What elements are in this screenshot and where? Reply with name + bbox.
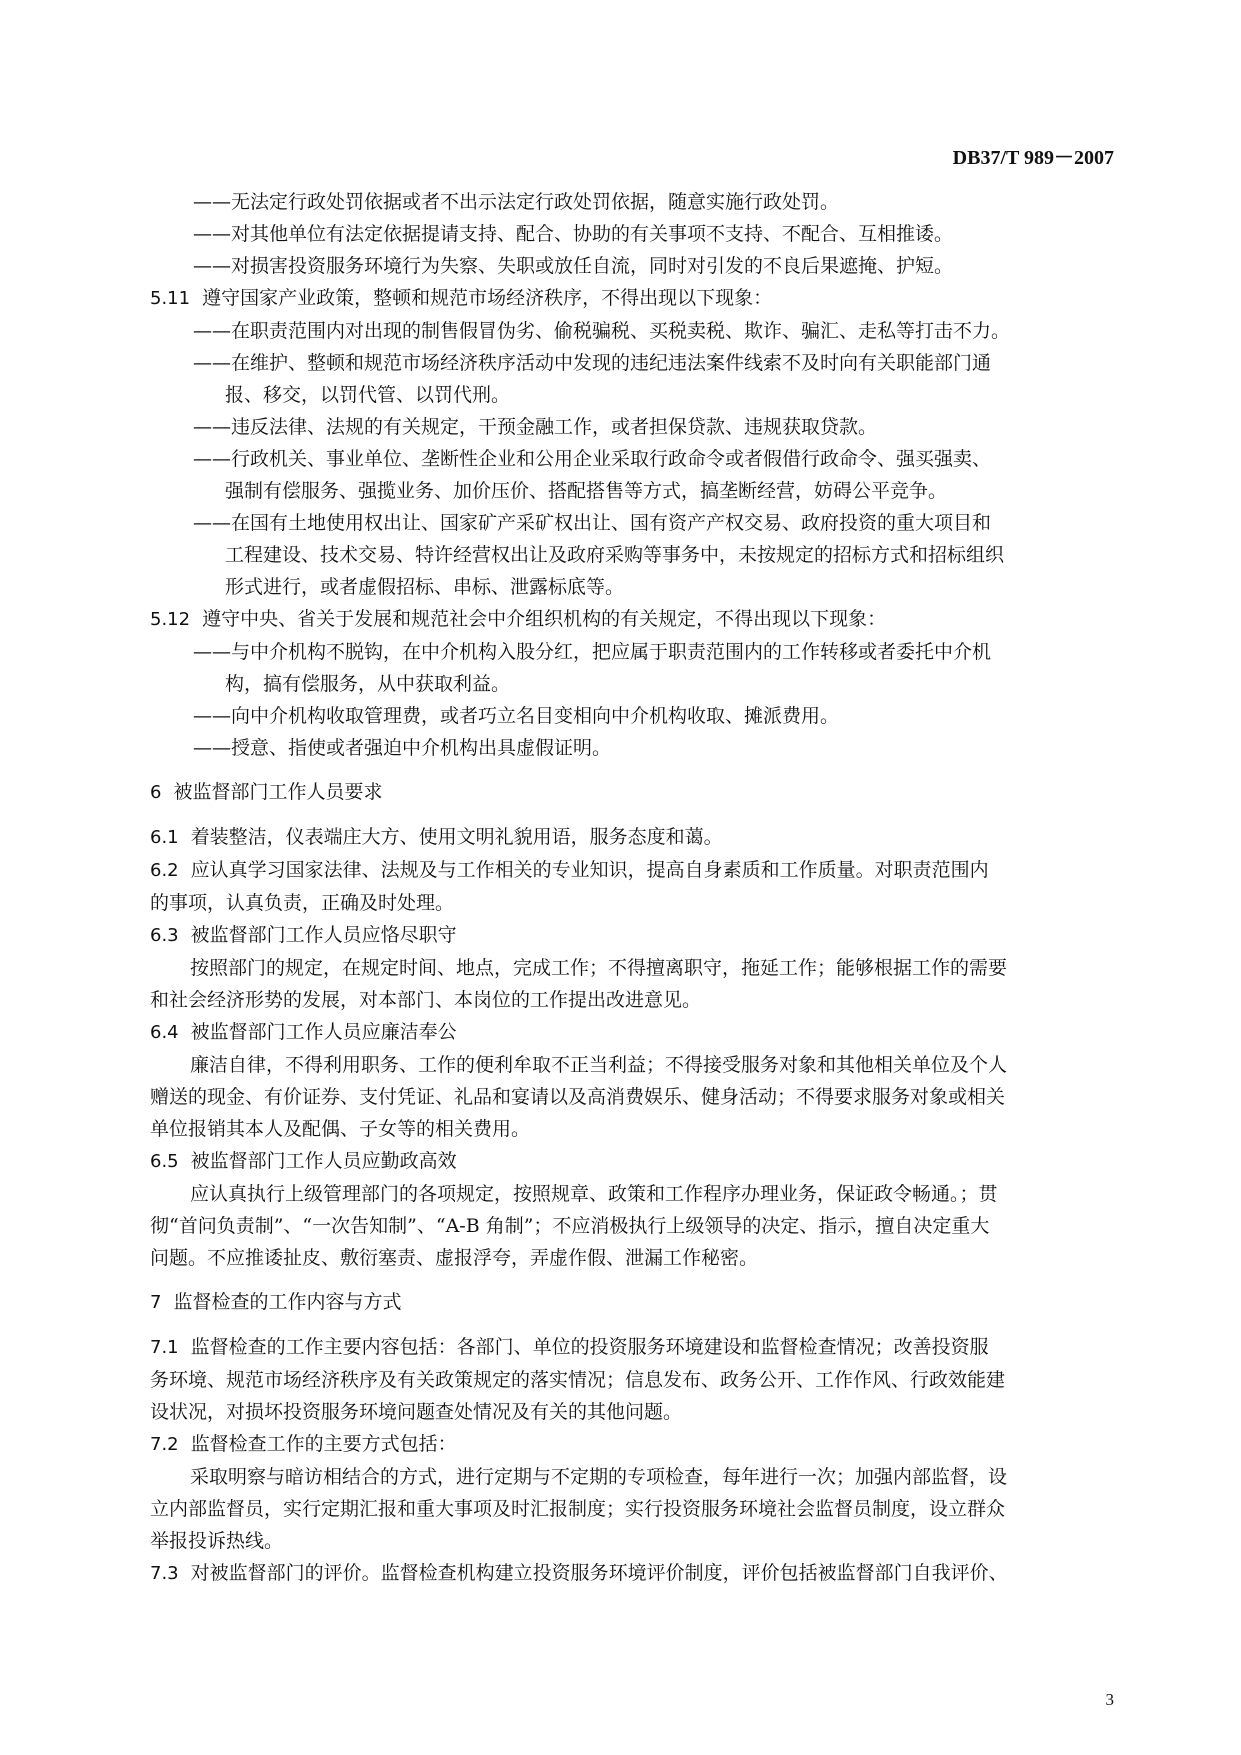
paragraph-line: 务环境、规范市场经济秩序及有关政策规定的落实情况；信息发布、政务公开、工作作风、行政效能建 [150, 1369, 1006, 1391]
clause-number: 7.3 [150, 1563, 179, 1584]
clause-6-5 [150, 1145, 1114, 1178]
paragraph-line: 单位报销其本人及配偶、子女等的相关费用。 [150, 1118, 531, 1140]
clause-7-2 [150, 1428, 1114, 1461]
list-item: ——行政机关、事业单位、垄断性企业和公用企业采取行政命令或者假借行政命令、强买强卖、 [193, 448, 992, 470]
list-item-continued: 构，搞有偿服务，从中获取利益。 [225, 673, 511, 695]
standard-number: DB37/T 989－2007 [952, 147, 1114, 169]
list-item: ——在职责范围内对出现的制售假冒伪劣、偷税骗税、买税卖税、欺诈、骗汇、走私等打击不力。 [193, 320, 1011, 342]
clause-7-3 [150, 1557, 1114, 1590]
page-number: 3 [1105, 1690, 1114, 1709]
clause-text: 遵守国家产业政策，整顿和规范市场经济秩序，不得出现以下现象： [202, 287, 773, 309]
section-heading-6 [150, 776, 1114, 809]
list-item: ——对其他单位有法定依据提请支持、配合、协助的有关事项不支持、不配合、互相推诿。 [193, 223, 954, 245]
list-item: ——与中介机构不脱钩，在中介机构入股分红，把应属于职责范围内的工作转移或者委托中介机 [193, 641, 992, 663]
paragraph-line: 的事项，认真负责，正确及时处理。 [150, 892, 455, 914]
clause-number: 7.2 [150, 1434, 179, 1455]
section-number: 7 [150, 1292, 162, 1313]
clause-number: 5.12 [150, 609, 191, 630]
list-item: ——在维护、整顿和规范市场经济秩序活动中发现的违纪违法案件线索不及时向有关职能部门通 [193, 352, 992, 374]
paragraph-line: 采取明察与暗访相结合的方式，进行定期与不定期的专项检查，每年进行一次；加强内部监督，设 [190, 1466, 1008, 1488]
clause-6-2 [150, 854, 1114, 887]
list-item-continued: 强制有偿服务、强揽业务、加价压价、搭配搭售等方式，搞垄断经营，妨碍公平竞争。 [225, 480, 948, 502]
list-item-continued: 形式进行，或者虚假招标、串标、泄露标底等。 [225, 576, 625, 598]
list-item: ——违反法律、法规的有关规定，干预金融工作，或者担保贷款、违规获取贷款。 [193, 416, 878, 438]
clause-number: 6.3 [150, 925, 179, 946]
clause-7-1 [150, 1331, 1114, 1364]
clause-number: 6.2 [150, 860, 179, 881]
clause-text: 着装整洁，仪表端庄大方、使用文明礼貌用语，服务态度和蔼。 [190, 826, 723, 848]
paragraph-line: 按照部门的规定，在规定时间、地点，完成工作；不得擅离职守，拖延工作；能够根据工作的需要 [190, 957, 1008, 979]
paragraph-line: 彻“首问负责制”、“一次告知制”、“A-B 角制”；不应消极执行上级领导的决定、指示，擅自决定重大 [150, 1215, 990, 1237]
paragraph-line: 设状况，对损坏投资服务环境问题查处情况及有关的其他问题。 [150, 1401, 683, 1423]
section-number: 6 [150, 782, 162, 803]
clause-5-12 [150, 603, 1114, 636]
clause-5-11 [150, 282, 1114, 315]
clause-6-3 [150, 919, 1114, 952]
clause-text: 对被监督部门的评价。监督检查机构建立投资服务环境评价制度，评价包括被监督部门自我评价、 [190, 1562, 1008, 1584]
clause-title: 监督检查工作的主要方式包括： [190, 1433, 457, 1455]
clause-number: 6.1 [150, 827, 179, 848]
paragraph-line: 赠送的现金、有价证券、支付凭证、礼品和宴请以及高消费娱乐、健身活动；不得要求服务对象或相关 [150, 1086, 1006, 1108]
paragraph-line: 应认真执行上级管理部门的各项规定，按照规章、政策和工作程序办理业务，保证政令畅通。；贯 [190, 1183, 998, 1205]
clause-6-4 [150, 1016, 1114, 1049]
clause-number: 6.4 [150, 1022, 179, 1043]
clause-title: 被监督部门工作人员应廉洁奉公 [190, 1021, 457, 1043]
section-title: 被监督部门工作人员要求 [173, 781, 383, 803]
clause-text: 应认真学习国家法律、法规及与工作相关的专业知识，提高自身素质和工作质量。对职责范围内 [190, 859, 989, 881]
paragraph-line: 和社会经济形势的发展，对本部门、本岗位的工作提出改进意见。 [150, 989, 702, 1011]
clause-text: 遵守中央、省关于发展和规范社会中介组织机构的有关规定，不得出现以下现象： [202, 608, 887, 630]
section-heading-7 [150, 1286, 1114, 1319]
clause-number: 6.5 [150, 1151, 179, 1172]
list-item-continued: 工程建设、技术交易、特许经营权出让及政府采购等事务中，未按规定的招标方式和招标组织 [225, 544, 1005, 566]
list-item: ——向中介机构收取管理费，或者巧立名目变相向中介机构收取、摊派费用。 [193, 705, 840, 727]
clause-number: 5.11 [150, 288, 191, 309]
paragraph-line: 举报投诉热线。 [150, 1530, 284, 1552]
paragraph-line: 立内部监督员，实行定期汇报和重大事项及时汇报制度；实行投资服务环境社会监督员制度，设立群众 [150, 1498, 1006, 1520]
clause-text: 监督检查的工作主要内容包括：各部门、单位的投资服务环境建设和监督检查情况；改善投资服 [190, 1336, 989, 1358]
clause-title: 被监督部门工作人员应恪尽职守 [190, 924, 457, 946]
list-item: ——授意、指使或者强迫中介机构出具虚假证明。 [193, 737, 612, 759]
clause-title: 被监督部门工作人员应勤政高效 [190, 1150, 457, 1172]
list-item: ——无法定行政处罚依据或者不出示法定行政处罚依据，随意实施行政处罚。 [193, 191, 840, 213]
paragraph-line: 问题。不应推诿扯皮、敷衍塞责、虚报浮夸，弄虚作假、泄漏工作秘密。 [150, 1247, 759, 1269]
clause-6-1 [150, 821, 1114, 854]
paragraph-line: 廉洁自律，不得利用职务、工作的便利牟取不正当利益；不得接受服务对象和其他相关单位及个人 [190, 1054, 1008, 1076]
clause-number: 7.1 [150, 1337, 179, 1358]
list-item-continued: 报、移交，以罚代管、以罚代刑。 [225, 384, 511, 406]
document-body [150, 186, 1114, 1590]
section-title: 监督检查的工作内容与方式 [173, 1291, 402, 1313]
list-item: ——在国有土地使用权出让、国家矿产采矿权出让、国有资产产权交易、政府投资的重大项目和 [193, 512, 992, 534]
list-item: ——对损害投资服务环境行为失察、失职或放任自流，同时对引发的不良后果遮掩、护短。 [193, 255, 954, 277]
